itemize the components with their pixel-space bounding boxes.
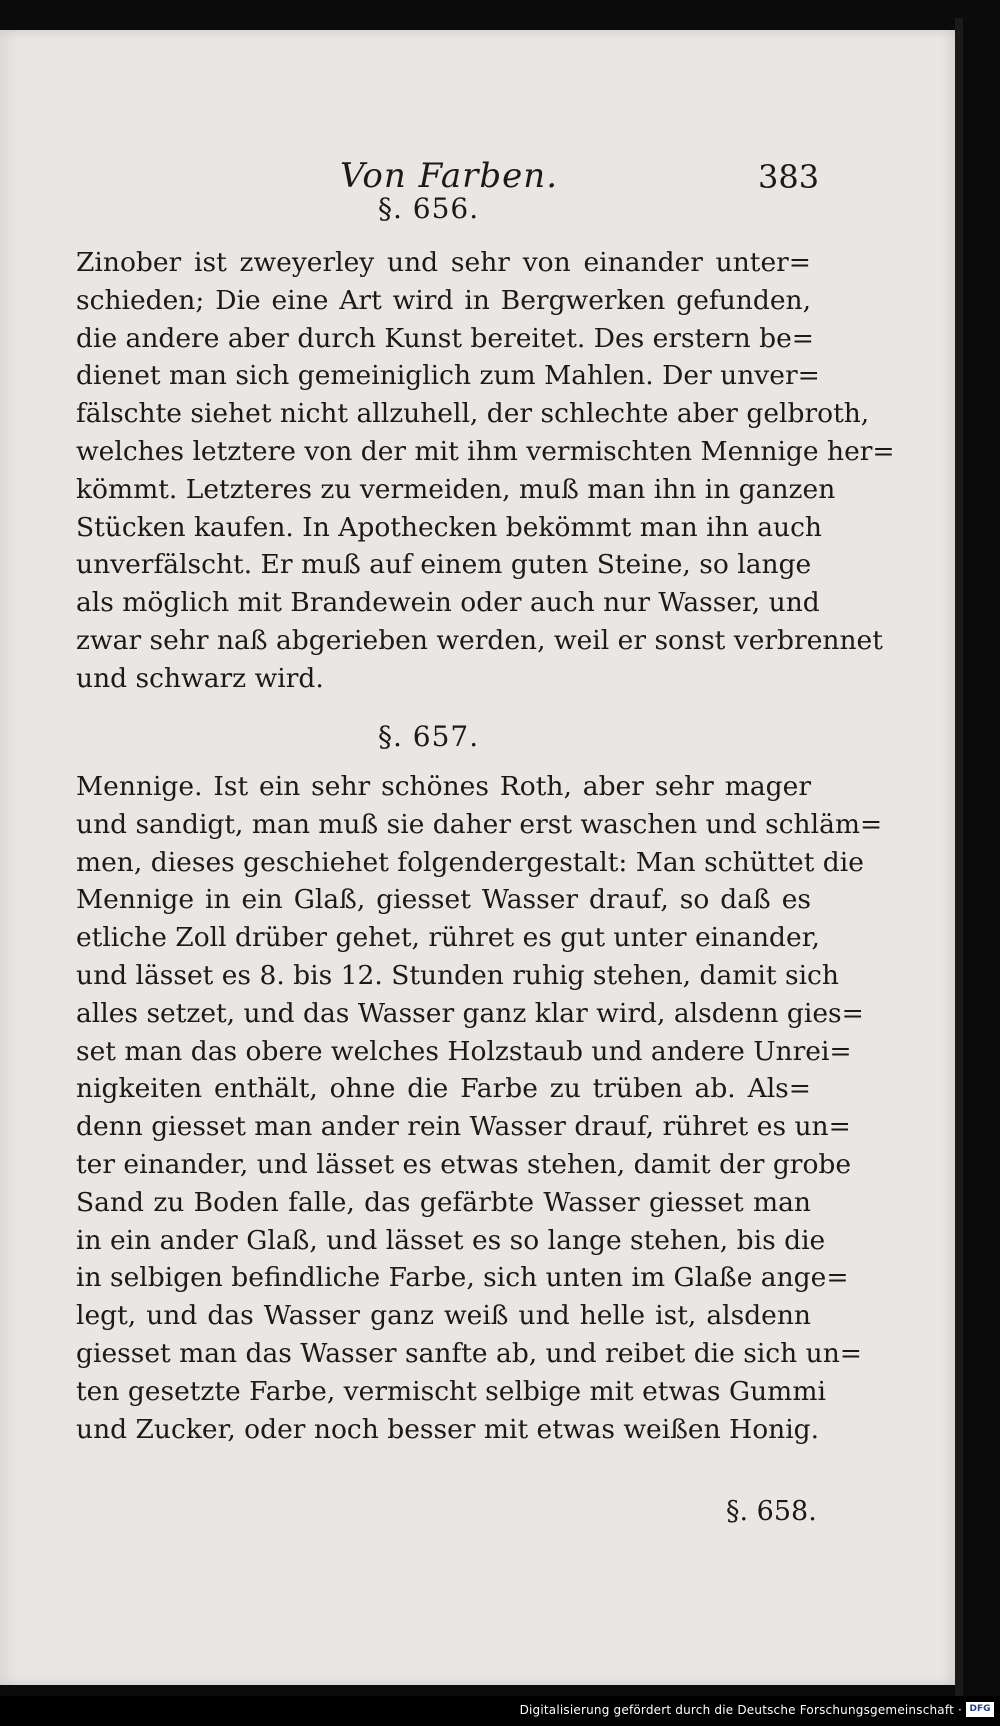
text-line: als möglich mit Brandewein oder auch nur Wasser, und <box>76 587 820 619</box>
section-heading-657: §. 657. <box>378 720 480 753</box>
section-heading-656: §. 656. <box>378 192 480 225</box>
text-line: kömmt. Letzteres zu vermeiden, muß man ihn in ganzen <box>76 473 836 505</box>
text-line: unverfälscht. Er muß auf einem guten Steine, so lange <box>76 549 812 581</box>
running-title: Von Farben. <box>340 156 559 196</box>
text-line: welches letztere von der mit ihm vermischten Mennige her= <box>76 435 895 467</box>
footer-bar <box>0 1696 1000 1726</box>
text-line: fälschte siehet nicht allzuhell, der schlechte aber gelbroth, <box>76 398 870 430</box>
text-line: und schwarz wird. <box>76 662 324 694</box>
text-line: Sand zu Boden falle, das gefärbte Wasser giesset man <box>76 1186 811 1218</box>
text-line: zwar sehr naß abgerieben werden, weil er sonst verbrennet <box>76 624 883 656</box>
text-line: schieden; Die eine Art wird in Bergwerken gefunden, <box>76 284 811 316</box>
paragraph-656 <box>76 244 895 698</box>
page-edge <box>955 18 963 1698</box>
dfg-logo-icon: DFG <box>966 1702 994 1717</box>
text-line: ten gesetzte Farbe, vermischt selbige mit etwas Gummi <box>76 1375 826 1407</box>
text-line: Mennige. Ist ein sehr schönes Roth, aber sehr mager <box>76 771 811 802</box>
text-line: ter einander, und lässet es etwas stehen, damit der grobe <box>76 1148 852 1180</box>
text-line: legt, und das Wasser ganz weiß und helle ist, alsdenn <box>76 1300 811 1332</box>
page-number: 383 <box>758 158 820 196</box>
text-line: etliche Zoll drüber gehet, rühret es gut unter einander, <box>76 922 820 954</box>
text-line: alles setzet, und das Wasser ganz klar wird, alsdenn gies= <box>76 997 864 1029</box>
book-page <box>0 30 955 1685</box>
text-line: giesset man das Wasser sanfte ab, und reibet die sich un= <box>76 1337 862 1369</box>
text-line: und Zucker, oder noch besser mit etwas weißen Honig. <box>76 1413 820 1445</box>
text-line: Mennige in ein Glaß, giesset Wasser drauf, so daß es <box>76 884 811 916</box>
text-line: und sandigt, man muß sie daher erst waschen und schläm= <box>76 808 883 840</box>
text-line: set man das obere welches Holzstaub und andere Unrei= <box>76 1035 852 1067</box>
paragraph-657 <box>76 768 883 1448</box>
text-line: dienet man sich gemeiniglich zum Mahlen. Der unver= <box>76 360 820 392</box>
text-line: und lässet es 8. bis 12. Stunden ruhig stehen, damit sich <box>76 959 839 991</box>
text-line: Zinober ist zweyerley und sehr von einander unter= <box>76 247 811 278</box>
text-line: Stücken kaufen. In Apothecken bekömmt man ihn auch <box>76 511 822 543</box>
text-line: die andere aber durch Kunst bereitet. Des erstern be= <box>76 322 814 354</box>
text-line: nigkeiten enthält, ohne die Farbe zu trüben ab. Als= <box>76 1073 811 1105</box>
text-line: men, dieses geschiehet folgendergestalt: Man schüttet die <box>76 846 864 878</box>
page-header <box>0 128 955 196</box>
text-line: in selbigen befindliche Farbe, sich unten im Glaße ange= <box>76 1262 849 1294</box>
text-line: in ein ander Glaß, und lässet es so lange stehen, bis die <box>76 1224 826 1256</box>
text-line: denn giesset man ander rein Wasser drauf, rühret es un= <box>76 1111 851 1143</box>
catchword: §. 658. <box>726 1496 817 1527</box>
digitization-credit: Digitalisierung gefördert durch die Deutsche Forschungsgemeinschaft · <box>519 1703 962 1717</box>
